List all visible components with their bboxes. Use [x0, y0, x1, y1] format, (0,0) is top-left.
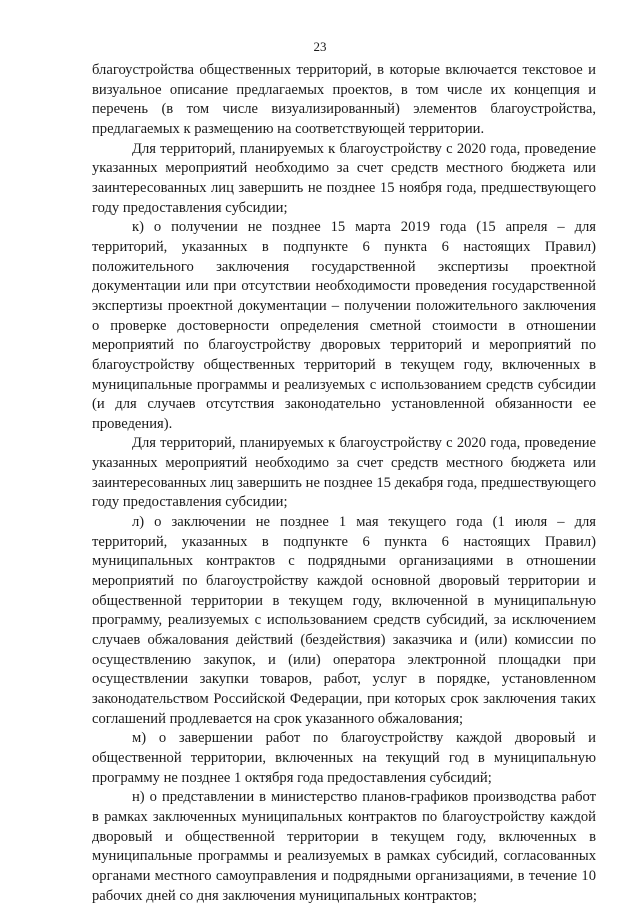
paragraph-2: Для территорий, планируемых к благоустройству с 2020 года, проведение указанных мероприятий необходимо за счет средств местного бюджета или заинтересованных лиц завершить не позднее 15 ноября года, предшествующего году предоставления субсидии; — [92, 140, 596, 216]
paragraph-5-item-l: л) о заключении не позднее 1 мая текущего года (1 июля – для территорий, указанных в подпункте 6 пункта 6 настоящих Правил) муниципальных контрактов с подрядными организациями в отношении мероприятий по благоустройству каждой основной дворовый территории и общественной территории в текущем году, включенной в муниципальную программу, реализуемых с использованием средств субсидий, за исключением случаев обжалования действий (бездействия) заказчика и (или) комиссии по осуществлению закупок, и (или) оператора электронной площадки при осуществлении закупки товаров, работ, услуг в порядке, установленном законодательством Российской Федерации, при которых срок заключения таких соглашений продлевается на срок указанного обжалования; — [92, 514, 596, 727]
document-body — [92, 61, 596, 906]
page-number: 23 — [313, 39, 327, 54]
paragraph-6-item-m: м) о завершении работ по благоустройству каждой дворовый и общественной территории, включенных на текущий год в муниципальную программу не позднее 1 октября года предоставления субсидий; — [92, 730, 596, 786]
paragraph-7-item-n: н) о представлении в министерство планов-графиков производства работ в рамках заключенных муниципальных контрактов по благоустройству каждой дворовый и общественной территории в текущем году, включенных в муниципальные программы и реализуемых в рамках субсидий, согласованных органами местного самоуправления и подрядными организациями, в течение 10 рабочих дней со дня заключения муниципальных контрактов; — [92, 789, 596, 904]
paragraph-1: благоустройства общественных территорий, в которые включается текстовое и визуальное описание предлагаемых проектов, в том числе их концепция и перечень (в том числе визуализированный) элементов благоустройства, предлагаемых к размещению на соответствующей территории. — [92, 62, 596, 137]
paragraph-4: Для территорий, планируемых к благоустройству с 2020 года, проведение указанных мероприятий необходимо за счет средств местного бюджета или заинтересованных лиц завершить не позднее 15 декабря года, предшествующего году предоставления субсидии; — [92, 435, 596, 511]
paragraph-3-item-k: к) о получении не позднее 15 марта 2019 года (15 апреля – для территорий, указанных в подпункте 6 пункта 6 настоящих Правил) положительного заключения государственной экспертизы проектной документации или при отсутствии необходимости проведения государственной экспертизы проектной документации – получении положительного заключения о проверке достоверности определения сметной стоимости в отношении мероприятий по благоустройству дворовых территорий и мероприятий по благоустройству общественных территорий в текущем году, включенных в муниципальные программы и реализуемых с использованием средств субсидии (и для случаев отсутствия законодательно установленной обязанности ее проведения). — [92, 219, 596, 432]
